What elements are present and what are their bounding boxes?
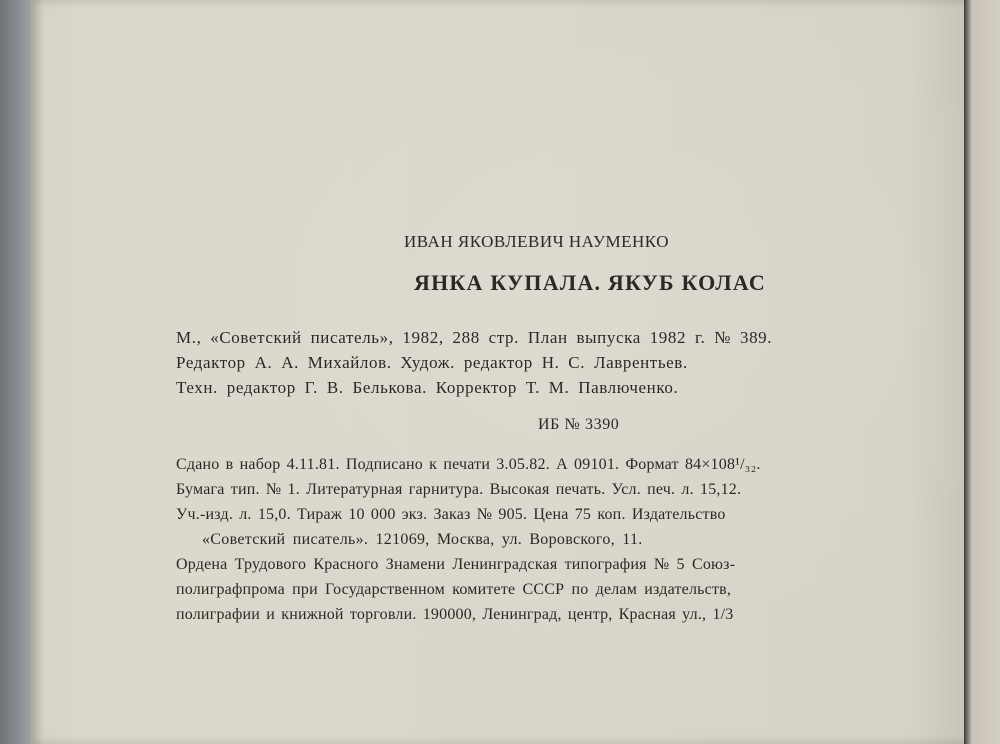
imprint-line: Сдано в набор 4.11.81. Подписано к печати 3.05.82. А 09101. Формат 84×108¹/₃₂. <box>176 456 761 473</box>
imprint-line: Редактор А. А. Михайлов. Худож. редактор Н. С. Лаврентьев. <box>176 353 688 372</box>
imprint-line: Техн. редактор Г. В. Белькова. Корректор Т. М. Павлюченко. <box>176 378 679 397</box>
imprint-line: Уч.-изд. л. 15,0. Тираж 10 000 экз. Заказ № 905. Цена 75 коп. Издательство <box>176 506 726 523</box>
imprint-line: полиграфпрома при Государственном комитете СССР по делам издательств, <box>176 581 732 598</box>
ib-number: ИБ № 3390 <box>538 416 620 433</box>
author-name: ИВАН ЯКОВЛЕВИЧ НАУМЕНКО <box>404 232 669 251</box>
imprint-line: Бумага тип. № 1. Литературная гарнитура. Высокая печать. Усл. печ. л. 15,12. <box>176 481 742 498</box>
imprint-line: М., «Советский писатель», 1982, 288 стр. План выпуска 1982 г. № 389. <box>176 328 773 347</box>
imprint-line: полиграфии и книжной торговли. 190000, Ленинград, центр, Красная ул., 1/3 <box>176 606 734 623</box>
imprint-line: «Советский писатель». 121069, Москва, ул. Воровского, 11. <box>202 531 643 548</box>
book-title: ЯНКА КУПАЛА. ЯКУБ КОЛАС <box>414 270 766 295</box>
imprint-line: Ордена Трудового Красного Знамени Ленинградская типография № 5 Союз- <box>176 556 736 573</box>
next-page-edge <box>964 0 1000 744</box>
book-page <box>30 0 968 744</box>
